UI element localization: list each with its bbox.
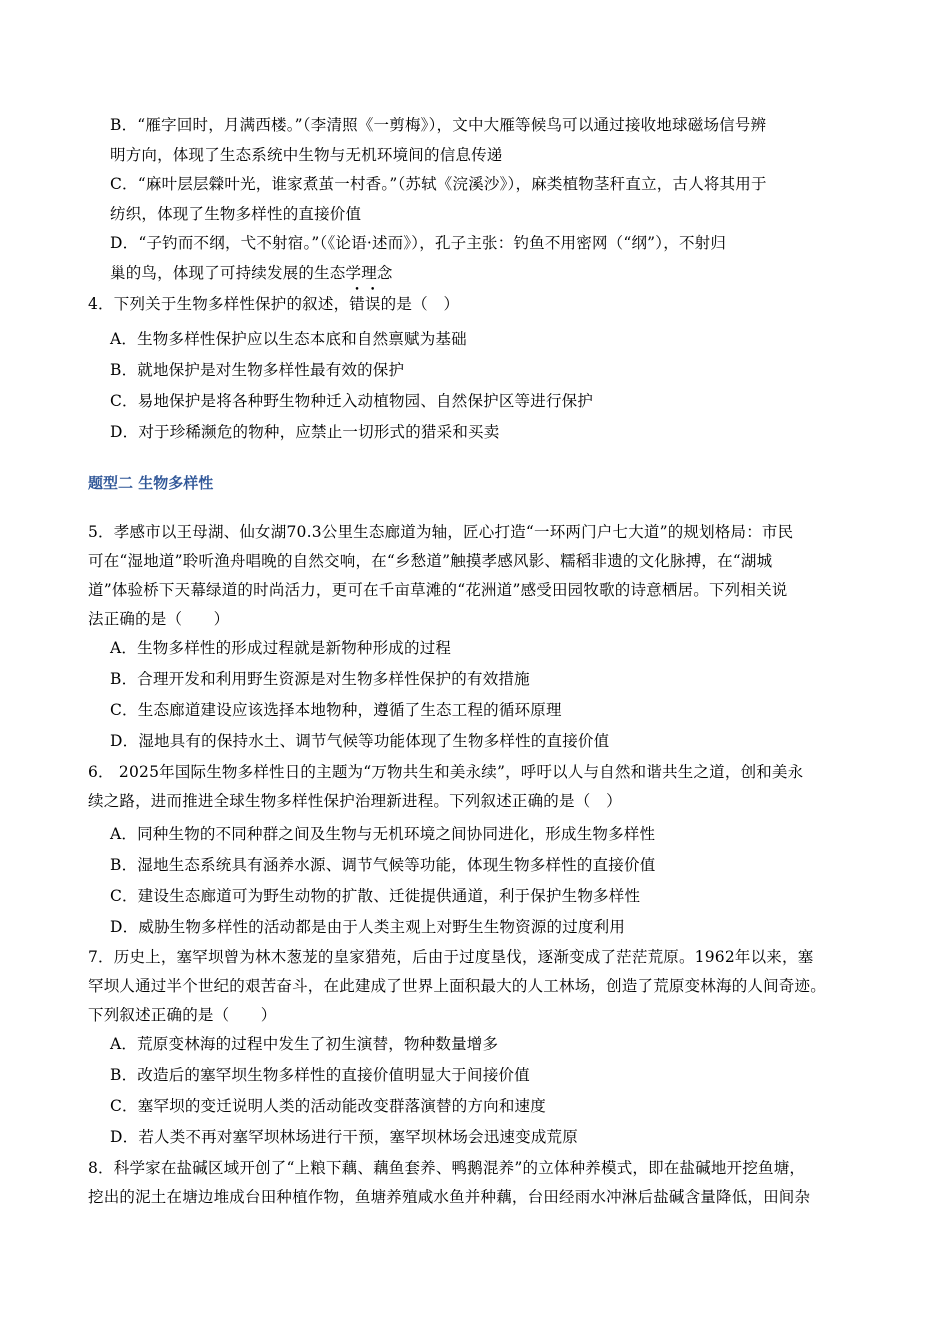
option-7a: A．荒原变林海的过程中发生了初生演替，物种数量增多 [110, 1035, 499, 1053]
question-6-stem-line2: 续之路，进而推进全球生物多样性保护治理新进程。下列叙述正确的是（ ） [88, 792, 622, 810]
option-6d: D．威胁生物多样性的活动都是由于人类主观上对野生生物资源的过度利用 [110, 918, 626, 936]
option-5c: C．生态廊道建设应该选择本地物种，遵循了生态工程的循环原理 [110, 701, 562, 719]
option-4c: C．易地保护是将各种野生物种迁入动植物园、自然保护区等进行保护 [110, 392, 594, 410]
emphasis-char-1: 错 [349, 295, 365, 313]
option-7d: D．若人类不再对塞罕坝林场进行干预，塞罕坝林场会迅速变成荒原 [110, 1128, 578, 1146]
option-7c: C．塞罕坝的变迁说明人类的活动能改变群落演替的方向和速度 [110, 1097, 546, 1115]
option-6a: A．同种生物的不同种群之间及生物与无机环境之间协同进化，形成生物多样性 [110, 825, 656, 843]
question-5-stem-line3: 道”体验桥下天幕绿道的时尚活力，更可在千亩草滩的“花洲道”感受田园牧歌的诗意栖居。下列相关说 [88, 581, 788, 599]
question-4-stem [88, 294, 459, 314]
question-7-stem-line3: 下列叙述正确的是（ ） [88, 1006, 277, 1024]
option-4a: A．生物多样性保护应以生态本底和自然禀赋为基础 [110, 330, 467, 348]
question-6-stem-line1: 6． 2025年国际生物多样性日的主题为“万物共生和美永续”，呼吁以人与自然和谐共生之道，创和美永 [88, 763, 804, 781]
question-7-stem-line2: 罕坝人通过半个世纪的艰苦奋斗，在此建成了世界上面积最大的人工林场，创造了荒原变林海的人间奇迹。 [88, 977, 826, 995]
question-7-stem-line1: 7．历史上，塞罕坝曾为林木葱茏的皇家猎苑，后由于过度垦伐，逐渐变成了茫茫荒原。1962年以来，塞 [88, 948, 814, 966]
option-5a: A．生物多样性的形成过程就是新物种形成的过程 [110, 639, 452, 657]
question-5-stem-line4: 法正确的是（ ） [88, 610, 230, 628]
option-3b-line1: B．“雁字回时，月满西楼。”（李清照《一剪梅》），文中大雁等候鸟可以通过接收地球磁场信号辨 [110, 116, 767, 134]
option-3c-line1: C．“麻叶层层檾叶光，谁家煮茧一村香。”（苏轼《浣溪沙》），麻类植物茎秆直立，古人将其用于 [110, 175, 767, 193]
question-4-stem-start: 4．下列关于生物多样性保护的叙述， [88, 295, 350, 313]
option-3d-line1: D．“子钓而不纲，弋不射宿。”（《论语·述而》），孔子主张：钓鱼不用密网（“纲”），不射归 [110, 234, 727, 252]
option-4b: B．就地保护是对生物多样性最有效的保护 [110, 361, 405, 379]
emphasis-char-2: 误 [364, 295, 381, 313]
question-8-stem-line2: 挖出的泥土在塘边堆成台田种植作物，鱼塘养殖咸水鱼并种藕，台田经雨水冲淋后盐碱含量降低，田间杂 [88, 1188, 811, 1206]
option-3b-line2: 明方向，体现了生态系统中生物与无机环境间的信息传递 [110, 146, 503, 164]
option-6c: C．建设生态廊道可为野生动物的扩散、迁徙提供通道，利于保护生物多样性 [110, 887, 641, 905]
option-5d: D．湿地具有的保持水土、调节气候等功能体现了生物多样性的直接价值 [110, 732, 610, 750]
question-8-stem-line1: 8．科学家在盐碱区域开创了“上粮下藕、藕鱼套养、鸭鹅混养”的立体种养模式，即在盐碱地开挖鱼塘， [88, 1159, 806, 1177]
option-6b: B．湿地生态系统具有涵养水源、调节气候等功能，体现生物多样性的直接价值 [110, 856, 656, 874]
question-5-stem-line1: 5．孝感市以王母湖、仙女湖70.3公里生态廊道为轴，匠心打造“一环两门户七大道”的规划格局：市民 [88, 523, 794, 541]
option-7b: B．改造后的塞罕坝生物多样性的直接价值明显大于间接价值 [110, 1066, 530, 1084]
option-4d: D．对于珍稀濒危的物种，应禁止一切形式的猎采和买卖 [110, 423, 500, 441]
question-4-stem-end: 的是（ ） [380, 295, 460, 313]
section-heading: 题型二 生物多样性 [88, 474, 214, 492]
option-5b: B．合理开发和利用野生资源是对生物多样性保护的有效措施 [110, 670, 530, 688]
question-5-stem-line2: 可在“湿地道”聆听渔舟唱晚的自然交响，在“乡愁道”触摸孝感风影、糯稻非遗的文化脉搏，在“湖城 [88, 552, 773, 570]
option-3d-line2: 巢的鸟，体现了可持续发展的生态学理念 [110, 264, 393, 282]
option-3c-line2: 纺织，体现了生物多样性的直接价值 [110, 205, 362, 223]
